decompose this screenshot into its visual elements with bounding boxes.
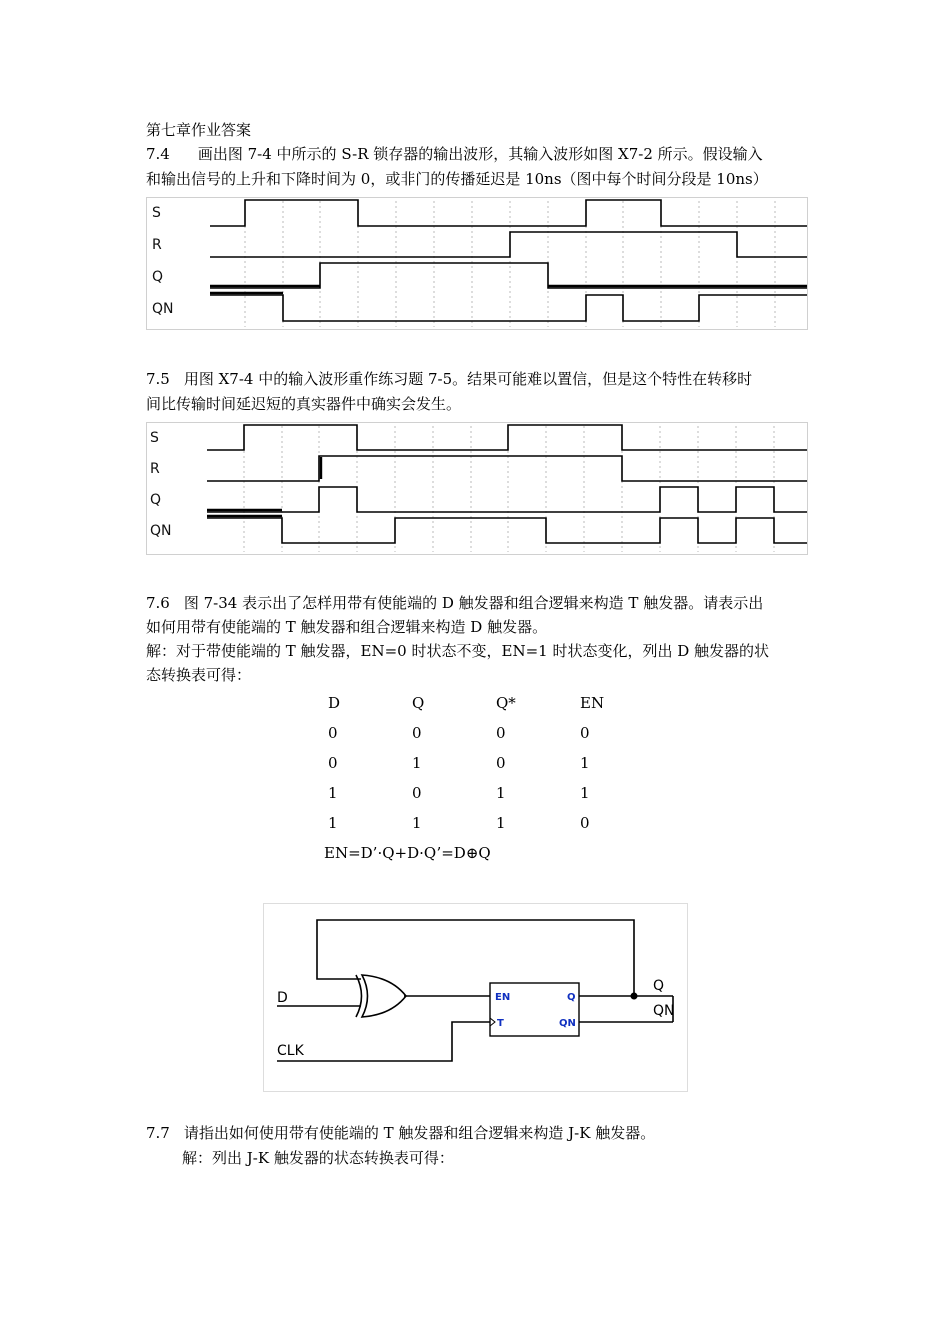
clk-input-label: CLK <box>277 1043 304 1059</box>
table-cell: 0 <box>580 724 590 742</box>
column-header: EN <box>580 694 605 712</box>
solution-7-6-line-2: 态转换表可得： <box>146 666 252 684</box>
table-cell: 0 <box>580 814 590 832</box>
qn-output-label: QN <box>653 1003 675 1019</box>
waveform-frame <box>147 423 808 555</box>
table-cell: 1 <box>496 814 506 832</box>
signal-label-s: S <box>152 205 161 221</box>
enable-equation: EN=D’·Q+D·Q’=D⊕Q <box>324 844 491 862</box>
junction-dot <box>631 993 638 1000</box>
chapter-title: 第七章作业答案 <box>146 121 252 139</box>
signal-label-qn: QN <box>152 301 174 317</box>
table-cell: 0 <box>412 784 422 802</box>
problem-number: 7.4 <box>146 145 170 163</box>
table-cell: 0 <box>412 724 422 742</box>
signal-label-r: R <box>152 237 162 253</box>
circuit-diagram <box>263 903 689 1093</box>
problem-7-4-line-1 <box>146 141 810 167</box>
problem-7-4-line-2: 和输出信号的上升和下降时间为 0，或非门的传播延迟是 10ns（图中每个时间分段是 10ns） <box>146 170 768 188</box>
signal-label-qn: QN <box>150 523 172 539</box>
signal-label-s: S <box>150 430 159 446</box>
table-cell: 0 <box>328 724 338 742</box>
problem-text: 图 7-34 表示出了怎样用带有使能端的 D 触发器和组合逻辑来构造 T 触发器。请表示出 <box>183 594 764 612</box>
table-row <box>322 718 658 748</box>
en-pin-label: EN <box>495 992 511 1003</box>
signal-label-r: R <box>150 461 160 477</box>
table-cell: 1 <box>580 784 590 802</box>
solution-7-6-line-1: 解：对于带使能端的 T 触发器，EN=0 时状态不变，EN=1 时状态变化，列出 D 触发器的状 <box>146 642 770 660</box>
table-row <box>322 748 658 778</box>
table-header-row <box>322 688 658 718</box>
problem-text: 用图 X7-4 中的输入波形重作练习题 7-5。结果可能难以置信，但是这个特性在转移时 <box>183 370 753 388</box>
table-cell: 0 <box>496 754 506 772</box>
column-header: D <box>328 694 341 712</box>
signal-label-q: Q <box>150 492 162 508</box>
table-cell: 0 <box>496 724 506 742</box>
problem-number: 7.6 <box>146 594 170 612</box>
table-cell: 1 <box>328 784 338 802</box>
problem-7-5-line-1 <box>146 366 810 392</box>
d-input-label: D <box>277 990 288 1006</box>
state-transition-table <box>322 688 658 838</box>
solution-7-7-line-1: 解：列出 J-K 触发器的状态转换表可得： <box>182 1149 454 1167</box>
problem-text: 画出图 7-4 中所示的 S-R 锁存器的输出波形，其输入波形如图 X7-2 所示。假设输入 <box>197 145 763 163</box>
table-cell: 0 <box>328 754 338 772</box>
table-cell: 1 <box>496 784 506 802</box>
table-row <box>322 808 658 838</box>
problem-7-6-line-1 <box>146 590 810 616</box>
table-cell: 1 <box>412 814 422 832</box>
q-pin-label: Q <box>567 992 576 1003</box>
waveform-diagram-7-5 <box>146 422 810 556</box>
table-cell: 1 <box>328 814 338 832</box>
column-header: Q <box>412 694 425 712</box>
problem-7-5-line-2: 间比传输时间延迟短的真实器件中确实会发生。 <box>146 395 462 413</box>
problem-number: 7.7 <box>146 1124 170 1142</box>
qn-pin-label: QN <box>559 1018 576 1029</box>
table-cell: 1 <box>412 754 422 772</box>
waveform-diagram-7-4 <box>146 197 810 331</box>
problem-number: 7.5 <box>146 370 170 388</box>
table-cell: 1 <box>580 754 590 772</box>
t-pin-label: T <box>497 1018 504 1029</box>
problem-7-7-line-1 <box>146 1120 810 1146</box>
problem-text: 请指出如何使用带有使能端的 T 触发器和组合逻辑来构造 J-K 触发器。 <box>183 1124 656 1142</box>
q-output-label: Q <box>653 978 665 994</box>
column-header: Q* <box>496 694 516 712</box>
circuit-frame <box>264 904 688 1092</box>
table-row <box>322 778 658 808</box>
problem-7-6-line-2: 如何用带有使能端的 T 触发器和组合逻辑来构造 D 触发器。 <box>146 618 548 636</box>
signal-label-q: Q <box>152 269 164 285</box>
